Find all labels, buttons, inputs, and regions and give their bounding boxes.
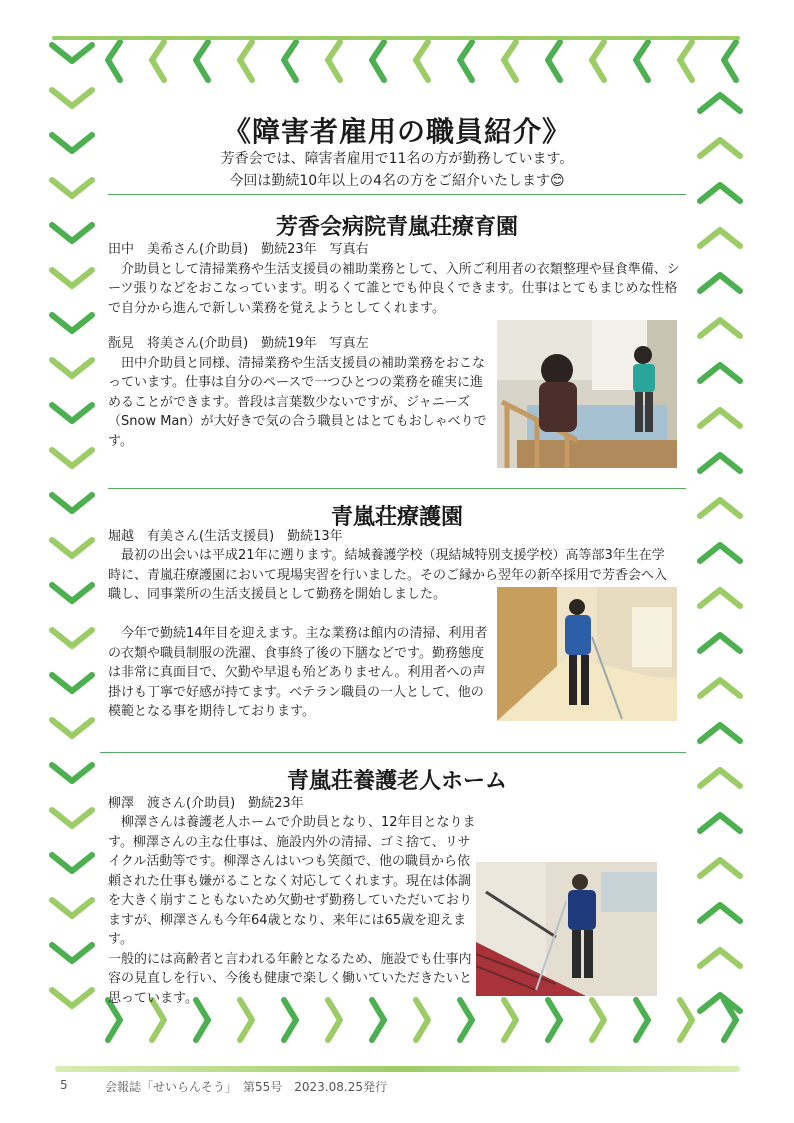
chevron-mark xyxy=(700,635,740,651)
chevron-mark xyxy=(700,410,740,426)
chevron-mark xyxy=(52,675,92,691)
chevron-mark xyxy=(700,815,740,831)
staff-body: 最初の出会いは平成21年に遡ります。結城養護学校（現結城特別支援学校）高等部3年生在学時に、青嵐荘療護園において現場実習を行いました。そのご縁から翌年の新卒採用で芳香会へ入職し、同事業所の生活支援員として勤務を開始しました。 xyxy=(108,548,668,602)
chevron-mark xyxy=(240,42,252,80)
chevron-mark xyxy=(52,855,92,871)
chevron-mark xyxy=(52,810,92,826)
chevron-mark xyxy=(504,42,516,80)
staff-text-column xyxy=(108,813,480,1008)
chevron-mark xyxy=(108,42,120,80)
photo-stairs-mopping xyxy=(476,862,657,996)
page-number: 5 xyxy=(60,1078,68,1092)
chevron-mark xyxy=(52,990,92,1006)
chevron-mark xyxy=(700,905,740,921)
chevron-mark xyxy=(548,1000,560,1040)
chevron-mark xyxy=(700,995,740,1011)
staff-heading-yanagisawa: 柳澤 渡さん(介助員) 勤続23年 xyxy=(108,796,304,811)
staff-heading: 翫見 将美さん(介助員) 勤続19年 写真左 xyxy=(108,336,369,351)
chevron-mark xyxy=(52,630,92,646)
chevron-mark xyxy=(52,900,92,916)
footer-bar xyxy=(55,1066,740,1072)
chevron-mark xyxy=(52,585,92,601)
staff-body: 柳澤さんは養護老人ホームで介助員となり、12年目となります。柳澤さんの主な仕事は、施設内外の清掃、ゴミ捨て、リサイクル活動等です。柳澤さんはいつも笑顔で、他の職員から依頼された仕事も嫌がることなく対応してくれます。現在は体調を大きく崩すこともないため欠勤せず勤務していただいておりますが、柳澤さんも今年64歳となり、来年には65歳を迎えます。 xyxy=(108,815,476,947)
staff-block-tanaka xyxy=(108,240,686,318)
chevron-mark xyxy=(680,42,692,80)
chevron-mark xyxy=(52,405,92,421)
chevron-mark xyxy=(372,42,384,80)
chevron-mark xyxy=(52,945,92,961)
chevron-mark xyxy=(700,95,740,111)
chevron-mark xyxy=(700,365,740,381)
chevron-mark xyxy=(504,1000,516,1040)
staff-body: 一般的には高齢者と言われる年齢となるため、施設でも仕事内容の見直しを行い、今後も健康で楽しく働いていただきたいと思っています。 xyxy=(108,951,473,1006)
top-strip xyxy=(52,36,740,40)
chevron-mark xyxy=(52,450,92,466)
chevron-mark xyxy=(416,42,428,80)
chevron-mark xyxy=(592,1000,604,1040)
chevron-mark xyxy=(724,42,736,80)
chevron-mark xyxy=(700,725,740,741)
chevron-mark xyxy=(52,540,92,556)
chevron-mark xyxy=(52,45,92,61)
section-title-ryogoen: 青嵐荘療護園 xyxy=(330,505,463,530)
chevron-mark xyxy=(52,90,92,106)
staff-body: 介助員として清掃業務や生活支援員の補助業務として、入所ご利用者の衣類整理や昼食準備、シーツ張りなどをおこなっています。明るくて誰とでも仲良くできます。仕事はとてもまじめな性格で自分から進んで新しい業務を覚えようとしてくれます。 xyxy=(108,261,680,316)
divider xyxy=(100,752,686,753)
chevron-mark xyxy=(592,42,604,80)
chevron-mark xyxy=(52,360,92,376)
chevron-mark xyxy=(700,680,740,696)
page-title: 《障害者雇用の職員紹介》 xyxy=(222,115,571,148)
chevron-mark xyxy=(284,42,296,80)
intro-line-2: 今回は勤続10年以上の4名の方をご紹介いたします😊 xyxy=(229,173,565,189)
divider xyxy=(108,488,686,489)
chevron-mark xyxy=(52,720,92,736)
intro-line-1: 芳香会では、障害者雇用で11名の方が勤務しています。 xyxy=(220,151,574,167)
staff-body: 田中介助員と同様、清掃業務や生活支援員の補助業務をおこなっています。仕事は自分のペースで一つひとつの業務を確実に進めることができます。普段は言葉数少ないですが、ジャニーズ（Snow Man）が大好きで気の合う職員とはとてもおしゃべりです。 xyxy=(108,355,487,449)
chevron-mark xyxy=(700,455,740,471)
divider xyxy=(108,194,686,195)
chevron-mark xyxy=(328,42,340,80)
staff-block-kakumi xyxy=(108,334,492,451)
chevron-mark xyxy=(700,275,740,291)
chevron-mark xyxy=(52,270,92,286)
chevron-mark xyxy=(52,315,92,331)
staff-heading-horikoshi: 堀越 有美さん(生活支援員) 勤続13年 xyxy=(108,529,343,544)
chevron-mark xyxy=(700,590,740,606)
chevron-mark xyxy=(636,1000,648,1040)
chevron-mark xyxy=(196,42,208,80)
chevron-mark xyxy=(680,1000,692,1040)
chevron-mark xyxy=(152,42,164,80)
photo-bed-making xyxy=(497,320,677,468)
chevron-mark xyxy=(700,950,740,966)
section-title-yogo: 青嵐荘養護老人ホーム xyxy=(286,769,507,794)
photo-mopping-corridor xyxy=(497,587,677,721)
section-title-ryoikuen: 芳香会病院青嵐荘療育園 xyxy=(275,215,518,240)
chevron-mark xyxy=(460,42,472,80)
chevron-mark xyxy=(636,42,648,80)
publication-info: 会報誌「せいらんそう」 第55号 2023.08.25発行 xyxy=(105,1080,387,1094)
chevron-mark xyxy=(548,42,560,80)
chevron-mark xyxy=(700,320,740,336)
staff-heading: 田中 美希さん(介助員) 勤続23年 写真右 xyxy=(108,242,369,257)
chevron-mark xyxy=(700,860,740,876)
staff-body-2: 今年で勤続14年目を迎えます。主な業務は館内の清掃、利用者の衣類や職員制服の洗濯、食事終了後の下膳などです。勤務態度は非常に真面目で、欠勤や早退も殆どありません。利用者への声掛けも丁寧で好感が持てます。ベテラン職員の一人として、他の模範となる事を期待しております。 xyxy=(108,626,488,719)
chevron-mark xyxy=(700,545,740,561)
